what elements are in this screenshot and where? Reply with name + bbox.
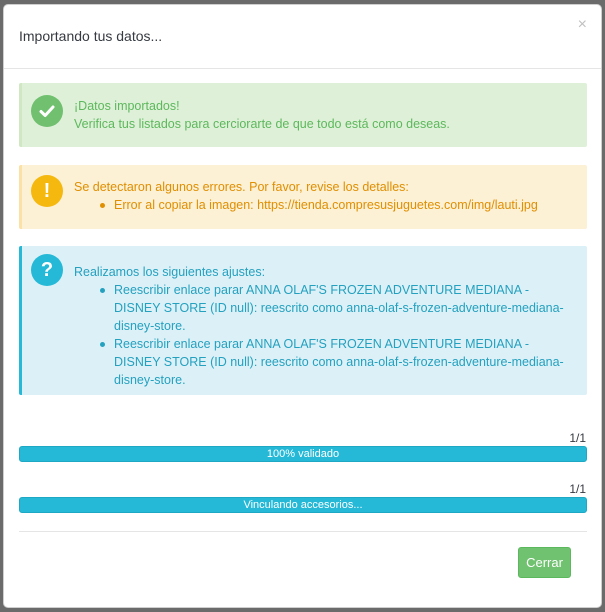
footer-divider <box>19 531 587 532</box>
progress-count-validation: 1/1 <box>569 431 586 445</box>
info-alert <box>19 246 587 395</box>
info-alert-body <box>74 263 575 389</box>
check-circle-icon <box>31 95 63 127</box>
warning-alert <box>19 165 587 229</box>
import-modal <box>3 4 602 608</box>
warning-alert-body <box>74 178 575 214</box>
progress-bar-accessories: Vinculando accesorios... <box>19 497 587 513</box>
success-title: ¡Datos importados! <box>74 99 180 113</box>
close-icon[interactable]: × <box>577 16 587 33</box>
info-item: Reescribir enlace parar ANNA OLAF'S FROZEN ADVENTURE MEDIANA - DISNEY STORE (ID null): reescrito como anna-olaf-s-frozen-adventure-mediana-disney-store. <box>100 281 575 335</box>
close-button[interactable]: Cerrar <box>518 547 571 578</box>
modal-title: Importando tus datos... <box>19 28 163 44</box>
info-item: Reescribir enlace parar ANNA OLAF'S FROZEN ADVENTURE MEDIANA - DISNEY STORE (ID null): reescrito como anna-olaf-s-frozen-adventure-mediana-disney-store. <box>100 335 575 389</box>
progress-count-accessories: 1/1 <box>569 482 586 496</box>
warning-list <box>100 196 575 214</box>
exclamation-circle-icon: ! <box>31 175 63 207</box>
success-text: Verifica tus listados para cerciorarte de que todo está como deseas. <box>74 117 450 131</box>
success-alert <box>19 83 587 147</box>
modal-header <box>4 5 601 69</box>
warning-item: Error al copiar la imagen: https://tienda.compresusjuguetes.com/img/lauti.jpg <box>100 196 575 214</box>
warning-title: Se detectaron algunos errores. Por favor, revise los detalles: <box>74 180 409 194</box>
info-title: Realizamos los siguientes ajustes: <box>74 265 266 279</box>
question-circle-icon: ? <box>31 254 63 286</box>
success-alert-body <box>74 97 575 133</box>
info-list <box>100 281 575 389</box>
progress-bar-validation: 100% validado <box>19 446 587 462</box>
